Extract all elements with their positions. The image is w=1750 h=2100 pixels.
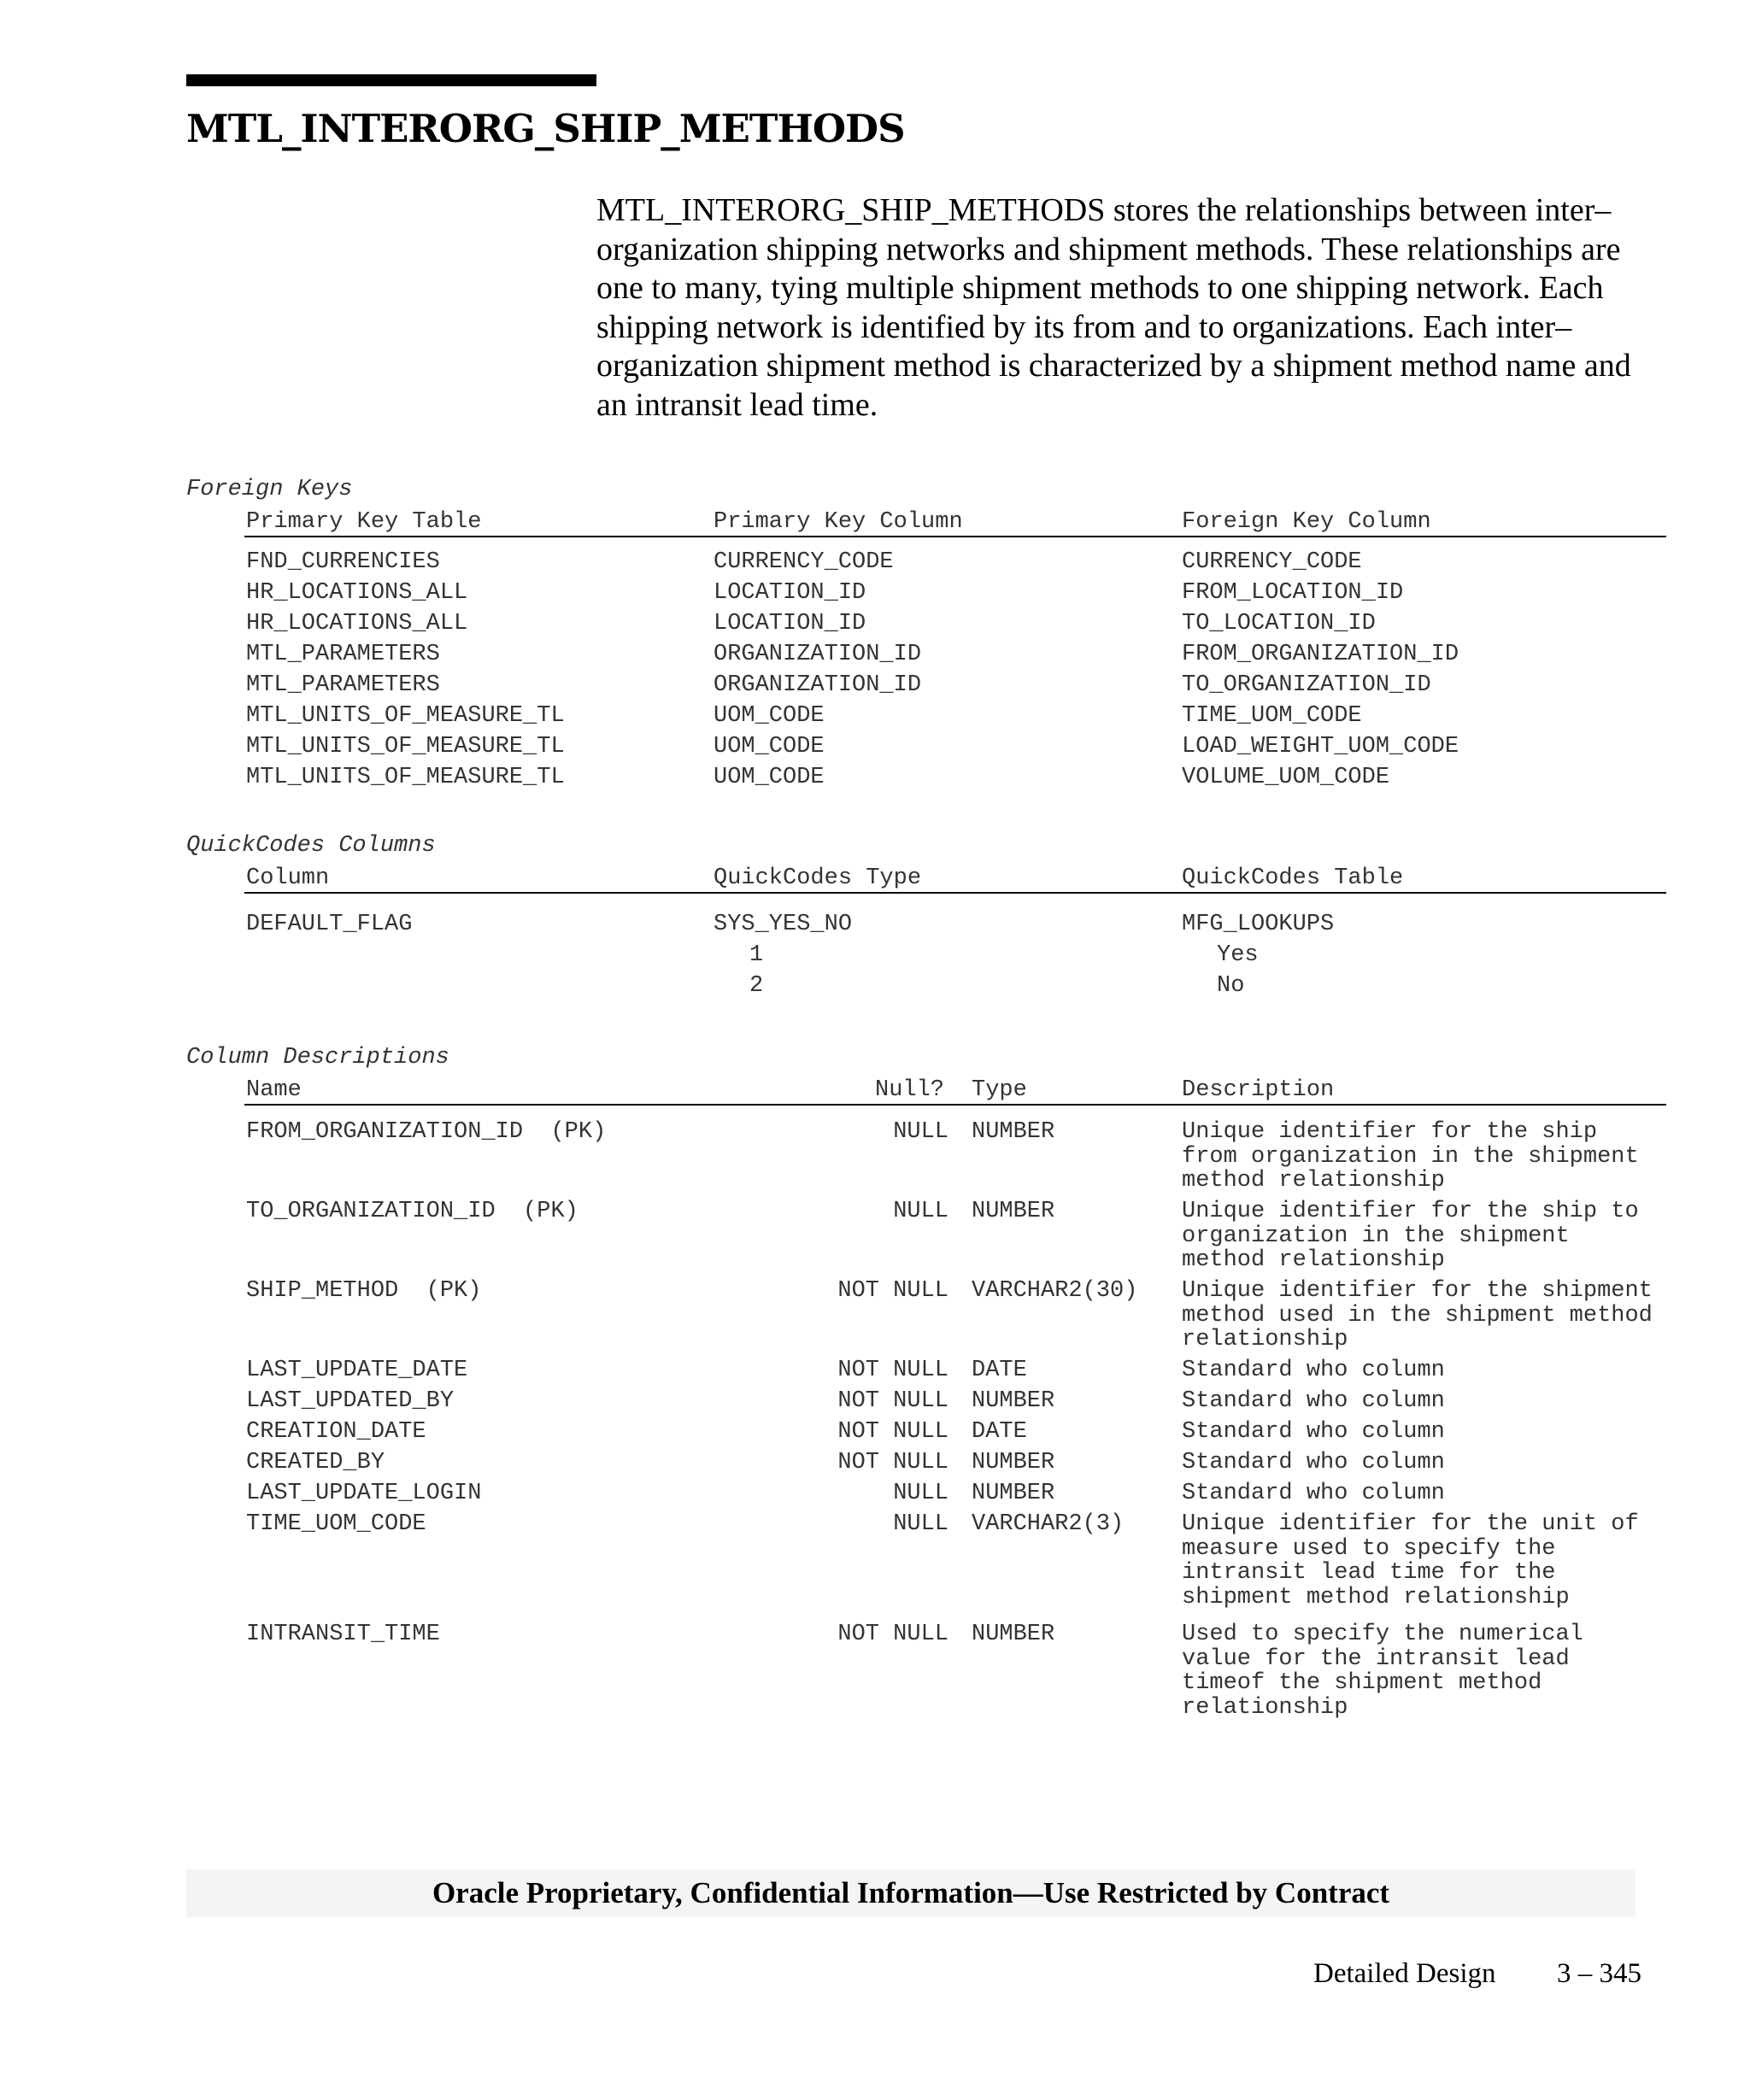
fk-cell: CURRENCY_CODE [1182,549,1362,575]
cd-description: Standard who column [1182,1419,1445,1445]
cd-null: NOT NULL [837,1278,948,1304]
cd-type: DATE [972,1358,1027,1383]
cd-name: FROM_ORGANIZATION_ID (PK) [246,1119,607,1145]
fk-cell: MTL_PARAMETERS [246,672,440,698]
cd-name: CREATED_BY [246,1450,385,1475]
cd-description: Standard who column [1182,1358,1445,1383]
cd-null: NOT NULL [837,1419,948,1445]
qc-header-column: Column [246,865,330,891]
confidential-notice [186,1869,1635,1917]
fk-cell: MTL_PARAMETERS [246,642,440,667]
top-rule [186,74,596,86]
cd-name: CREATION_DATE [246,1419,426,1445]
fk-header-fk-column: Foreign Key Column [1182,509,1431,535]
qc-code-1: 1 [749,942,764,968]
cd-type: NUMBER [972,1481,1055,1506]
cd-null: NOT NULL [837,1622,948,1647]
qc-meaning-1: Yes [1217,942,1259,968]
cd-description: Unique identifier for the unit of measure used to specify the intransit lead time for the shipment method relationship [1182,1511,1639,1610]
qc-header-table: QuickCodes Table [1182,865,1404,891]
fk-cell: FND_CURRENCIES [246,549,440,575]
fk-cell: FROM_ORGANIZATION_ID [1182,642,1459,667]
cd-name: INTRANSIT_TIME [246,1622,440,1647]
fk-cell: MTL_UNITS_OF_MEASURE_TL [246,734,565,760]
cd-type: DATE [972,1419,1027,1445]
fk-cell: TO_LOCATION_ID [1182,611,1376,636]
cd-null: NULL [893,1119,948,1145]
quickcodes-label: QuickCodes Columns [186,833,436,859]
cd-header-name: Name [246,1077,302,1103]
cd-null: NULL [893,1199,948,1224]
cd-type: VARCHAR2(30) [972,1278,1138,1304]
qc-table: MFG_LOOKUPS [1182,912,1335,937]
cd-name: LAST_UPDATE_LOGIN [246,1481,482,1506]
cd-description: Standard who column [1182,1388,1445,1414]
cd-header-rule [244,1104,1666,1106]
cd-null: NOT NULL [837,1450,948,1475]
confidential-notice-text: Oracle Proprietary, Confidential Information––Use Restricted by Contract [432,1876,1390,1909]
fk-cell: MTL_UNITS_OF_MEASURE_TL [246,765,565,790]
cd-description: Unique identifier for the ship from organization in the shipment method relationship [1182,1119,1639,1194]
cd-description: Unique identifier for the shipment method used in the shipment method relationship [1182,1278,1653,1352]
fk-cell: UOM_CODE [714,703,825,729]
cd-type: NUMBER [972,1622,1055,1647]
cd-header-description: Description [1182,1077,1335,1103]
fk-cell: LOCATION_ID [714,580,866,606]
fk-cell: LOAD_WEIGHT_UOM_CODE [1182,734,1459,760]
fk-cell: TIME_UOM_CODE [1182,703,1362,729]
cd-description: Standard who column [1182,1481,1445,1506]
fk-cell: FROM_LOCATION_ID [1182,580,1404,606]
cd-type: VARCHAR2(3) [972,1511,1125,1537]
cd-type: NUMBER [972,1388,1055,1414]
fk-header-pk-table: Primary Key Table [246,509,482,535]
cd-null: NOT NULL [837,1388,948,1414]
qc-header-type: QuickCodes Type [714,865,922,891]
qc-header-rule [244,892,1666,894]
cd-null: NULL [893,1481,948,1506]
cd-name: LAST_UPDATE_DATE [246,1358,468,1383]
cd-description: Unique identifier for the ship to organization in the shipment method relationship [1182,1199,1639,1273]
cd-name: LAST_UPDATED_BY [246,1388,455,1414]
cd-header-null: Null? [875,1077,945,1103]
column-descriptions-label: Column Descriptions [186,1045,449,1071]
cd-header-type: Type [972,1077,1027,1103]
qc-column-name: DEFAULT_FLAG [246,912,413,937]
fk-cell: TO_ORGANIZATION_ID [1182,672,1431,698]
cd-name: SHIP_METHOD (PK) [246,1278,482,1304]
foreign-keys-label: Foreign Keys [186,477,353,502]
cd-null: NULL [893,1511,948,1537]
fk-cell: MTL_UNITS_OF_MEASURE_TL [246,703,565,729]
table-title: MTL_INTERORG_SHIP_METHODS [186,106,905,151]
fk-cell: UOM_CODE [714,734,825,760]
cd-type: NUMBER [972,1199,1055,1224]
fk-cell: ORGANIZATION_ID [714,642,922,667]
fk-cell: HR_LOCATIONS_ALL [246,580,468,606]
page-number: 3 – 345 [1557,1958,1641,1989]
qc-type: SYS_YES_NO [714,912,853,937]
fk-header-rule [244,536,1666,537]
fk-cell: VOLUME_UOM_CODE [1182,765,1390,790]
cd-name: TIME_UOM_CODE [246,1511,426,1537]
cd-type: NUMBER [972,1450,1055,1475]
fk-cell: HR_LOCATIONS_ALL [246,611,468,636]
footer-section: Detailed Design [1313,1958,1496,1989]
cd-null: NOT NULL [837,1358,948,1383]
fk-cell: ORGANIZATION_ID [714,672,922,698]
cd-type: NUMBER [972,1119,1055,1145]
cd-description: Standard who column [1182,1450,1445,1475]
fk-header-pk-column: Primary Key Column [714,509,963,535]
cd-description: Used to specify the numerical value for the intransit lead timeof the shipment method relationship [1182,1622,1583,1721]
intro-paragraph: MTL_INTERORG_SHIP_METHODS stores the relationships between inter–organization shipping networks and shipment methods. These relationships are one to many, tying multiple shipment methods to one shipping network. Each shipping network is identified by its from and to organizations. Each inter–organization shipment method is characterized by a shipment method name and an intransit lead time. [596,192,1631,423]
fk-cell: CURRENCY_CODE [714,549,894,575]
fk-cell: UOM_CODE [714,765,825,790]
qc-meaning-2: No [1217,973,1245,999]
cd-name: TO_ORGANIZATION_ID (PK) [246,1199,578,1224]
qc-code-2: 2 [749,973,764,999]
fk-cell: LOCATION_ID [714,611,866,636]
